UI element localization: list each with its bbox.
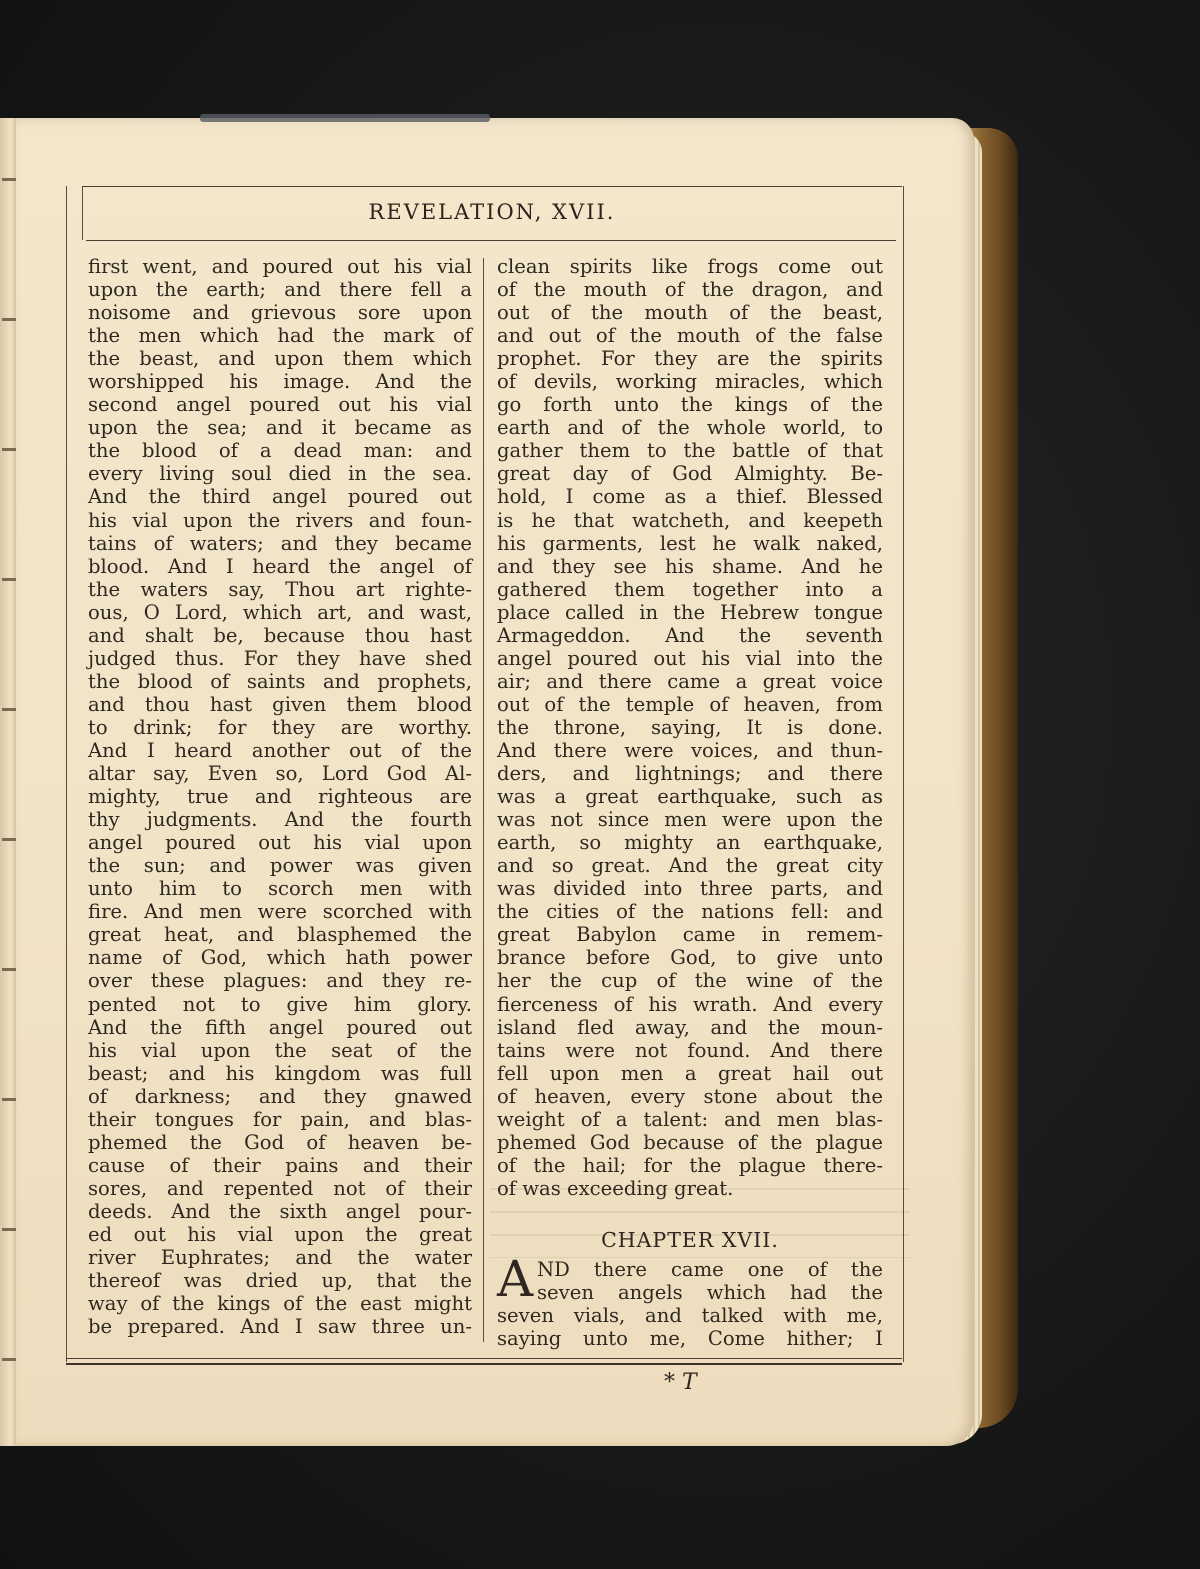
text-line: place called in the Hebrew tongue [497, 600, 883, 624]
text-line: sores, and repented not of their [88, 1176, 472, 1200]
text-line: And there were voices, and thun- [497, 738, 883, 762]
text-line: thy judgments. And the fourth [88, 808, 472, 832]
text-line: earth and of the whole world, to [497, 416, 883, 440]
frame-bottom-rule [66, 1358, 902, 1359]
text-line: thereof was dried up, that the [88, 1269, 472, 1293]
column-divider [483, 258, 484, 1342]
text-line: the men which had the mark of [88, 324, 472, 348]
text-line: saying unto me, Come hither; I [497, 1327, 883, 1351]
text-line: was a great earthquake, such as [497, 785, 883, 809]
text-line: fierceness of his wrath. And every [497, 992, 883, 1016]
text-line: be prepared. And I saw three un- [88, 1315, 472, 1339]
text-line: altar say, Even so, Lord God Al- [88, 762, 472, 786]
text-line: phemed God because of the plague [497, 1130, 883, 1154]
text-line: air; and there came a great voice [497, 669, 883, 693]
text-line: the sun; and power was given [88, 854, 472, 878]
text-line: angel poured out his vial upon [88, 831, 472, 855]
text-line: the throne, saying, It is done. [497, 715, 883, 739]
text-line: pented not to give him glory. [88, 992, 472, 1016]
text-line: every living soul died in the sea. [88, 462, 472, 486]
text-line: gather them to the battle of that [497, 439, 883, 463]
text-line: and thou hast given them blood [88, 692, 472, 716]
text-line: of heaven, every stone about the [497, 1084, 883, 1108]
text-line: of devils, working miracles, which [497, 370, 883, 394]
text-line: Armageddon. And the seventh [497, 623, 883, 647]
text-line: and shalt be, because thou hast [88, 623, 472, 647]
running-head: REVELATION, XVII. [368, 200, 616, 224]
text-line: and they see his shame. And he [497, 554, 883, 578]
text-line: to drink; for they are worthy. [88, 715, 472, 739]
text-line: the blood of saints and prophets, [88, 669, 472, 693]
text-line: and out of the mouth of the false [497, 324, 883, 348]
text-line: first went, and poured out his vial [88, 255, 472, 278]
text-line: weight of a talent: and men blas- [497, 1107, 883, 1131]
text-line: blood. And I heard the angel of [88, 554, 472, 578]
drop-cap: A [497, 1250, 534, 1308]
text-line: angel poured out his vial into the [497, 646, 883, 670]
frame-bottom-rule-thick [66, 1363, 902, 1365]
text-line: cause of their pains and their [88, 1153, 472, 1177]
text-line: of the hail; for the plague there- [497, 1153, 883, 1177]
text-line: seven angels which had the [537, 1281, 883, 1305]
text-line: phemed the God of heaven be- [88, 1130, 472, 1154]
text-line: out of the mouth of the beast, [497, 301, 883, 325]
top-binding-band [200, 114, 490, 122]
text-line: fire. And men were scorched with [88, 900, 472, 924]
text-line: ed out his vial upon the great [88, 1222, 472, 1246]
text-line: beast; and his kingdom was full [88, 1061, 472, 1085]
text-line: judged thus. For they have shed [88, 646, 472, 670]
text-line: the waters say, Thou art righte- [88, 577, 472, 601]
head-rule [86, 240, 896, 241]
text-line: worshipped his image. And the [88, 370, 472, 394]
text-line: And I heard another out of the [88, 738, 472, 762]
text-line: island fled away, and the moun- [497, 1015, 883, 1039]
text-line: earth, so mighty an earthquake, [497, 831, 883, 855]
text-line: And the fifth angel poured out [88, 1015, 472, 1039]
text-line: great heat, and blasphemed the [88, 923, 472, 947]
text-line: tains were not found. And there [497, 1038, 883, 1062]
text-line: their tongues for pain, and blas- [88, 1107, 472, 1131]
text-line: ous, O Lord, which art, and wast, [88, 600, 472, 624]
text-line: of darkness; and they gnawed [88, 1084, 472, 1108]
text-line: hold, I come as a thief. Blessed [497, 485, 883, 509]
signature-mark: * T [664, 1370, 697, 1395]
text-line: And the third angel poured out [88, 485, 472, 509]
right-column [497, 255, 883, 1200]
text-line: unto him to scorch men with [88, 877, 472, 901]
text-line: over these plagues: and they re- [88, 969, 472, 993]
text-line: the blood of a dead man: and [88, 439, 472, 463]
text-line: ders, and lightnings; and there [497, 762, 883, 786]
text-line: prophet. For they are the spirits [497, 347, 883, 371]
text-line: is he that watcheth, and keepeth [497, 508, 883, 532]
text-line: upon the earth; and there fell a [88, 278, 472, 302]
text-line: out of the temple of heaven, from [497, 692, 883, 716]
text-line: mighty, true and righteous are [88, 785, 472, 809]
text-line: upon the sea; and it became as [88, 416, 472, 440]
text-line: tains of waters; and they became [88, 531, 472, 555]
text-line: his vial upon the seat of the [88, 1038, 472, 1062]
text-line: name of God, which hath power [88, 946, 472, 970]
text-line: clean spirits like frogs come out [497, 255, 883, 278]
text-line: fell upon men a great hail out [497, 1061, 883, 1085]
text-line: great day of God Almighty. Be- [497, 462, 883, 486]
text-line: her the cup of the wine of the [497, 969, 883, 993]
left-column [88, 255, 472, 1338]
text-line: was divided into three parts, and [497, 877, 883, 901]
text-line: the cities of the nations fell: and [497, 900, 883, 924]
text-line: brance before God, to give unto [497, 946, 883, 970]
text-line: his vial upon the rivers and foun- [88, 508, 472, 532]
text-line: and so great. And the great city [497, 854, 883, 878]
text-line: seven vials, and talked with me, [497, 1304, 883, 1328]
text-line: ND there came one of the [537, 1258, 883, 1281]
text-line: deeds. And the sixth angel pour- [88, 1199, 472, 1223]
text-line: go forth unto the kings of the [497, 393, 883, 417]
text-line: river Euphrates; and the water [88, 1246, 472, 1270]
text-line: noisome and grievous sore upon [88, 301, 472, 325]
text-line: gathered them together into a [497, 577, 883, 601]
text-line: way of the kings of the east might [88, 1292, 472, 1316]
chapter-opening [497, 1250, 883, 1351]
text-line: of was exceeding great. [497, 1176, 734, 1200]
text-line: second angel poured out his vial [88, 393, 472, 417]
text-line: great Babylon came in remem- [497, 923, 883, 947]
chapter-heading: CHAPTER XVII. [601, 1228, 779, 1252]
text-line: of the mouth of the dragon, and [497, 278, 883, 302]
text-line: the beast, and upon them which [88, 347, 472, 371]
text-line: was not since men were upon the [497, 808, 883, 832]
text-line: his garments, lest he walk naked, [497, 531, 883, 555]
